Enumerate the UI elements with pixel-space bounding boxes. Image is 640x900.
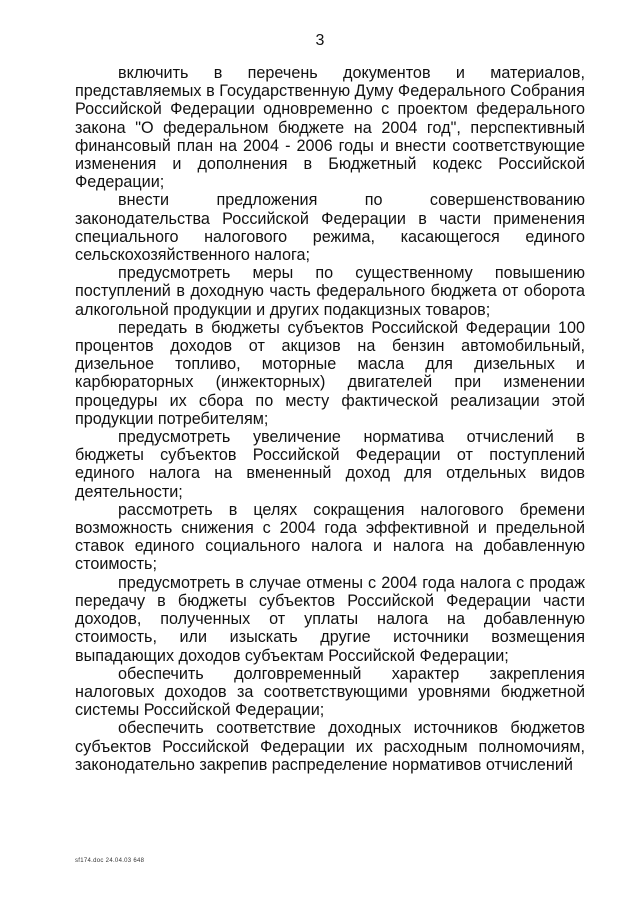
paragraph-5: предусмотреть увеличение норматива отчислений в бюджеты субъектов Российской Федерации от поступлений единого налога на вмененный доход для отдельных видов деятельности; [75, 428, 585, 501]
document-body [75, 64, 585, 774]
paragraph-4: передать в бюджеты субъектов Российской Федерации 100 процентов доходов от акцизов на бензин автомобильный, дизельное топливо, моторные масла для дизельных и карбюраторных (инжекторных) двигателей при изменении процедуры их сбора по месту фактической реализации этой продукции потребителям; [75, 318, 585, 428]
footer-code: sf174.doc 24.04.03 648 [75, 858, 145, 864]
paragraph-8: обеспечить долговременный характер закрепления налоговых доходов за соответствующими уровнями бюджетной системы Российской Федерации; [75, 664, 585, 720]
page-number: 3 [315, 32, 325, 49]
paragraph-9: обеспечить соответствие доходных источников бюджетов субъектов Российской Федерации их расходным полномочиям, законодательно закрепив распределение нормативов отчислений [75, 719, 585, 774]
paragraph-1: включить в перечень документов и материалов, представляемых в Государственную Думу Федерального Собрания Российской Федерации одновременно с проектом федерального закона "О федеральном бюджете на 2004 год", перспективный финансовый план на 2004 - 2006 годы и внести соответствующие изменения и дополнения в Бюджетный кодекс Российской Федерации; [75, 64, 585, 192]
paragraph-7: предусмотреть в случае отмены с 2004 года налога с продаж передачу в бюджеты субъектов Российской Федерации части доходов, полученных от уплаты налога на добавленную стоимость, или изыскать другие источники возмещения выпадающих доходов субъектам Российской Федерации; [75, 573, 585, 665]
paragraph-2: внести предложения по совершенствованию законодательства Российской Федерации в части применения специального налогового режима, касающегося единого сельскохозяйственного налога; [75, 191, 585, 265]
paragraph-3: предусмотреть меры по существенному повышению поступлений в доходную часть федерального бюджета от оборота алкогольной продукции и других подакцизных товаров; [75, 264, 585, 319]
paragraph-6: рассмотреть в целях сокращения налогового бремени возможность снижения с 2004 года эффективной и предельной ставок единого социального налога и налога на добавленную стоимость; [75, 500, 585, 574]
